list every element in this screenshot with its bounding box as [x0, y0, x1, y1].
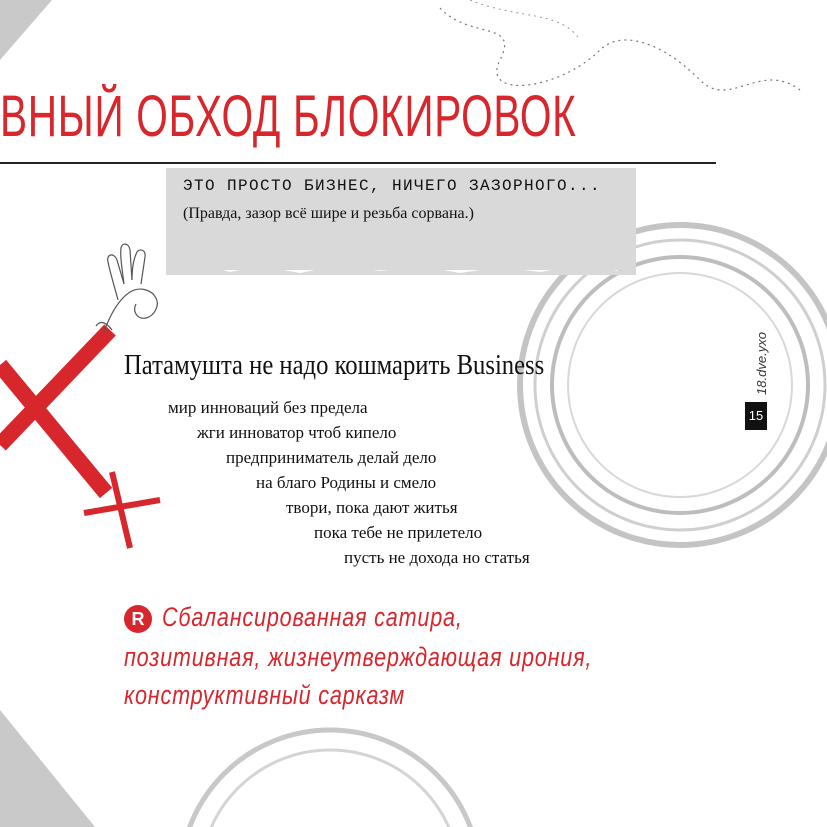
dotted-doodle	[440, 8, 800, 90]
section-label	[752, 330, 772, 400]
verse-line: пусть не дохода но статья	[344, 548, 530, 567]
ok-hand-sketch	[96, 244, 157, 332]
verse-line: на благо Родины и смело	[256, 473, 437, 492]
subtitle-note: (Правда, зазор всё шире и резьба сорвана.)	[183, 205, 474, 222]
dotted-doodle-2	[470, 0, 580, 40]
corner-triangle-top	[0, 0, 52, 60]
corner-triangle-bottom	[0, 710, 95, 827]
tagline-line: позитивная, жизнеутверждающая ирония,	[124, 642, 593, 672]
tagline-line: Сбалансированная сатира,	[162, 602, 463, 632]
verse-line: твори, пока дают житья	[286, 498, 458, 517]
registered-mark-icon: R	[124, 605, 152, 633]
section-label-text: 18.dve.yxo	[753, 332, 769, 395]
title-divider	[0, 162, 716, 164]
section-heading: Патамушта не надо кошмарить Business	[124, 350, 545, 381]
verse-line: предприниматель делай дело	[226, 448, 437, 467]
page-title: ВНЫЙ ОБХОД БЛОКИРОВОК	[0, 84, 577, 149]
verse-line: пока тебе не прилетело	[314, 523, 483, 542]
subtitle-caps: ЭТО ПРОСТО БИЗНЕС, НИЧЕГО ЗАЗОРНОГО...	[183, 177, 602, 195]
verse-line: жги инноватор чтоб кипело	[197, 423, 397, 442]
page-number: 15	[745, 402, 767, 430]
tagline-line: конструктивный сарказм	[124, 680, 406, 710]
verse-line: мир инноваций без предела	[168, 398, 368, 417]
circle-stamp-bottom	[180, 730, 480, 827]
